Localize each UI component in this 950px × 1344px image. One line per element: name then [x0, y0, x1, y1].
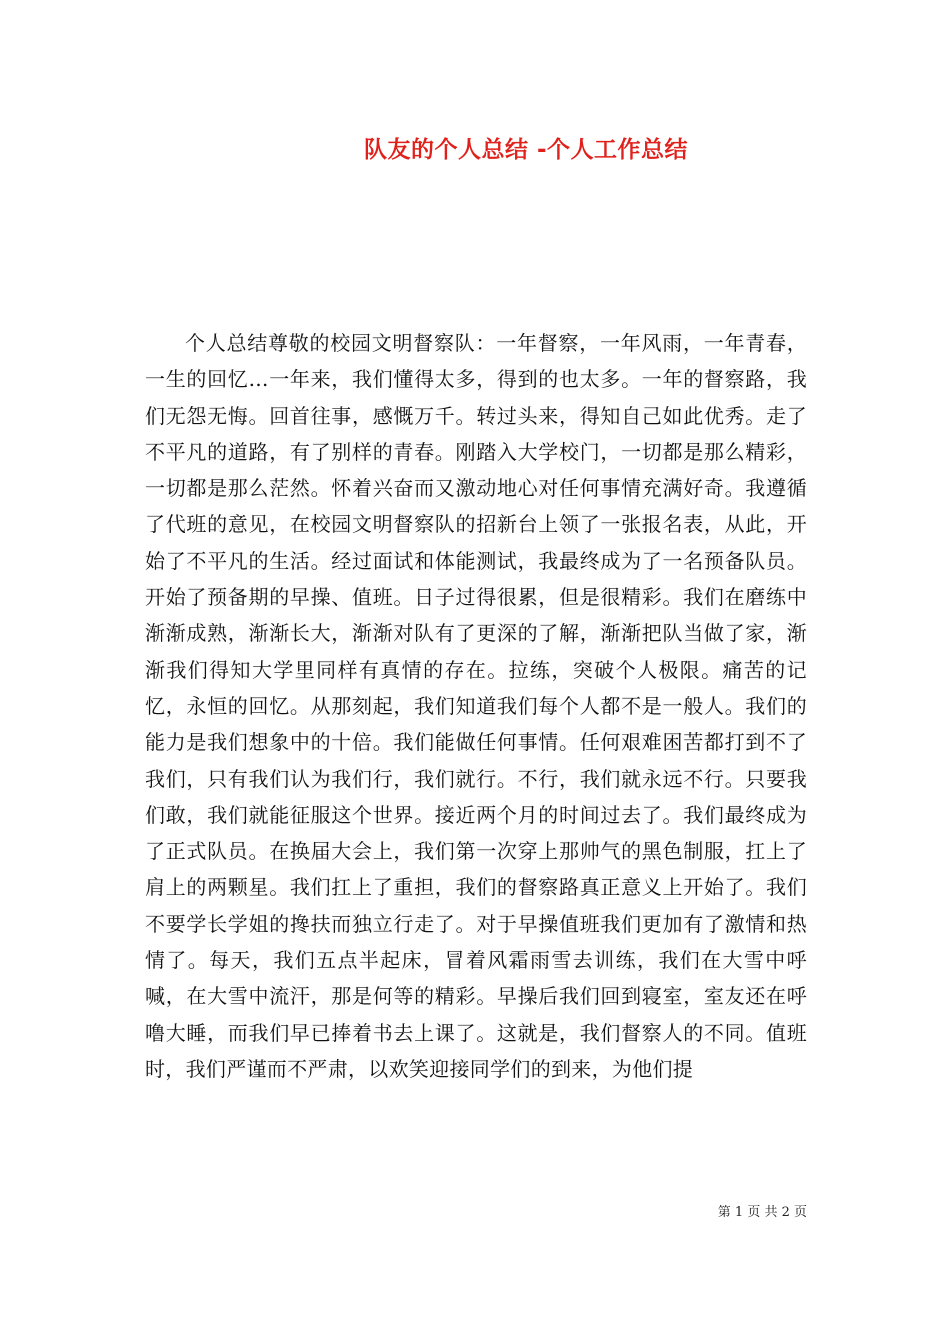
page-number-footer: 第 1 页 共 2 页 — [717, 1205, 807, 1220]
document-title: 队友的个人总结 -个人工作总结 — [363, 137, 689, 163]
body-paragraph: 个人总结尊敬的校园文明督察队：一年督察，一年风雨，一年青春，一生的回忆…一年来，我们懂得太多，得到的也太多。一年的督察路，我们无怨无悔。回首往事，感慨万千。转过头来，得知自己如此优秀。走了不平凡的道路，有了别样的青春。刚踏入大学校门，一切都是那么精彩，一切都是那么茫然。怀着兴奋而又激动地心对任何事情充满好奇。我遵循了代班的意见，在校园文明督察队的招新台上领了一张报名表，从此，开始了不平凡的生活。经过面试和体能测试，我最终成为了一名预备队员。开始了预备期的早操、值班。日子过得很累，但是很精彩。我们在磨练中渐渐成熟，渐渐长大，渐渐对队有了更深的了解，渐渐把队当做了家，渐渐我们得知大学里同样有真情的存在。拉练，突破个人极限。痛苦的记忆，永恒的回忆。从那刻起，我们知道我们每个人都不是一般人。我们的能力是我们想象中的十倍。我们能做任何事情。任何艰难困苦都打到不了我们，只有我们认为我们行，我们就行。不行，我们就永远不行。只要我们敢，我们就能征服这个世界。接近两个月的时间过去了。我们最终成为了正式队员。在换届大会上，我们第一次穿上那帅气的黑色制服，扛上了肩上的两颗星。我们扛上了重担，我们的督察路真正意义上开始了。我们不要学长学姐的搀扶而独立行走了。对于早操值班我们更加有了激情和热情了。每天，我们五点半起床，冒着风霜雨雪去训练，我们在大雪中呼喊，在大雪中流汗，那是何等的精彩。早操后我们回到寝室，室友还在呼噜大睡，而我们早已捧着书去上课了。这就是，我们督察人的不同。值班时，我们严谨而不严肃，以欢笑迎接同学们的到来，为他们提 — [145, 331, 807, 1081]
